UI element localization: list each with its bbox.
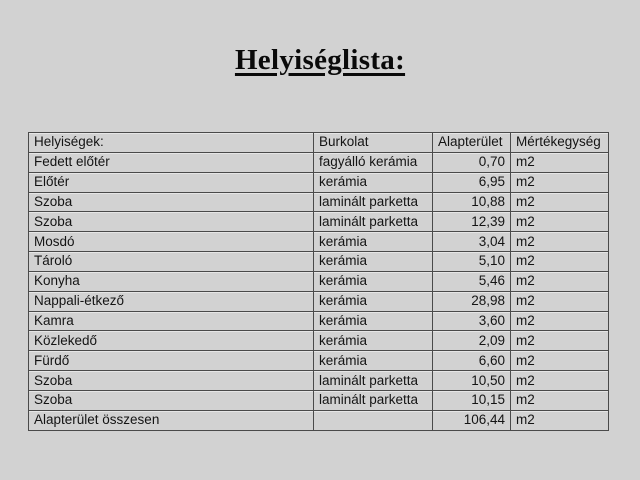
unit-cell: m2 [511, 172, 609, 192]
area-cell: 12,39 [433, 212, 511, 232]
unit-cell: m2 [511, 152, 609, 172]
room-name-cell: Szoba [29, 212, 314, 232]
unit-cell: m2 [511, 371, 609, 391]
unit-cell: m2 [511, 390, 609, 410]
flooring-cell: kerámia [314, 271, 433, 291]
flooring-cell: kerámia [314, 252, 433, 272]
table-header-row [29, 133, 609, 153]
room-name-cell: Fürdő [29, 351, 314, 371]
flooring-cell: kerámia [314, 172, 433, 192]
room-name-cell: Szoba [29, 192, 314, 212]
table-row [29, 212, 609, 232]
room-name-cell: Konyha [29, 271, 314, 291]
room-list-table [28, 132, 609, 431]
column-header-unit: Mértékegység [511, 133, 609, 153]
table-row [29, 271, 609, 291]
table-row [29, 291, 609, 311]
flooring-cell: kerámia [314, 351, 433, 371]
table-row [29, 172, 609, 192]
unit-cell: m2 [511, 410, 609, 430]
room-name-cell: Mosdó [29, 232, 314, 252]
area-cell: 10,15 [433, 390, 511, 410]
flooring-cell: laminált parketta [314, 212, 433, 232]
area-cell: 2,09 [433, 331, 511, 351]
flooring-cell: laminált parketta [314, 371, 433, 391]
flooring-cell [314, 410, 433, 430]
area-cell: 10,50 [433, 371, 511, 391]
room-name-cell: Szoba [29, 371, 314, 391]
column-header-floor-area: Alapterület [433, 133, 511, 153]
room-name-cell: Tároló [29, 252, 314, 272]
unit-cell: m2 [511, 351, 609, 371]
table-row [29, 331, 609, 351]
room-name-cell: Fedett előtér [29, 152, 314, 172]
flooring-cell: kerámia [314, 232, 433, 252]
unit-cell: m2 [511, 252, 609, 272]
area-cell: 6,95 [433, 172, 511, 192]
area-cell: 3,04 [433, 232, 511, 252]
area-cell: 0,70 [433, 152, 511, 172]
area-cell: 6,60 [433, 351, 511, 371]
room-name-cell: Kamra [29, 311, 314, 331]
room-name-cell: Szoba [29, 390, 314, 410]
table-row [29, 192, 609, 212]
room-name-cell: Előtér [29, 172, 314, 192]
flooring-cell: kerámia [314, 291, 433, 311]
area-cell: 5,10 [433, 252, 511, 272]
table-row [29, 152, 609, 172]
flooring-cell: fagyálló kerámia [314, 152, 433, 172]
unit-cell: m2 [511, 331, 609, 351]
room-name-cell: Nappali-étkező [29, 291, 314, 311]
column-header-flooring: Burkolat [314, 133, 433, 153]
table-row [29, 232, 609, 252]
table-row [29, 351, 609, 371]
area-cell: 5,46 [433, 271, 511, 291]
unit-cell: m2 [511, 271, 609, 291]
table-row [29, 252, 609, 272]
unit-cell: m2 [511, 232, 609, 252]
unit-cell: m2 [511, 311, 609, 331]
column-header-rooms: Helyiségek: [29, 133, 314, 153]
area-cell: 28,98 [433, 291, 511, 311]
flooring-cell: kerámia [314, 331, 433, 351]
room-name-cell: Alapterület összesen [29, 410, 314, 430]
table-row [29, 371, 609, 391]
unit-cell: m2 [511, 291, 609, 311]
page-title: Helyiséglista: [234, 44, 406, 76]
table-row [29, 390, 609, 410]
flooring-cell: kerámia [314, 311, 433, 331]
flooring-cell: laminált parketta [314, 390, 433, 410]
area-cell: 10,88 [433, 192, 511, 212]
room-name-cell: Közlekedő [29, 331, 314, 351]
unit-cell: m2 [511, 192, 609, 212]
table-row [29, 410, 609, 430]
flooring-cell: laminált parketta [314, 192, 433, 212]
area-cell: 106,44 [433, 410, 511, 430]
area-cell: 3,60 [433, 311, 511, 331]
unit-cell: m2 [511, 212, 609, 232]
table-row [29, 311, 609, 331]
